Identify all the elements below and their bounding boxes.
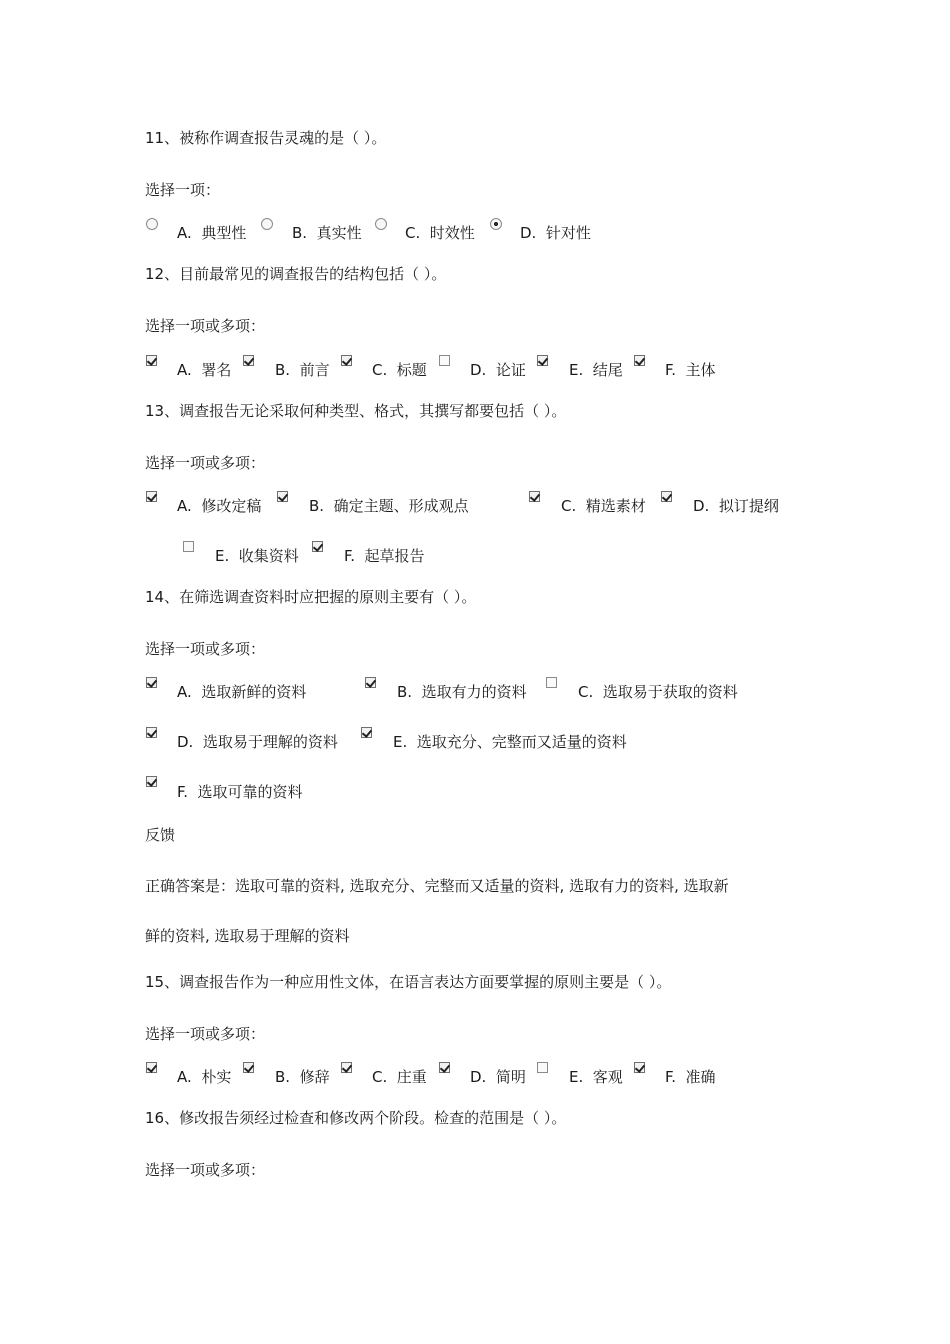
q13-option-f-checkbox[interactable] <box>312 541 323 552</box>
q13-option-c-checkbox[interactable] <box>529 491 540 502</box>
q13-option-b: B. 确定主题、形成观点 <box>309 497 469 515</box>
question-13-title: 13、调查报告无论采取何种类型、格式，其撰写都要包括（ ）。 <box>145 402 567 420</box>
q15-option-b: B. 修辞 <box>275 1068 330 1086</box>
q13-option-d: D. 拟订提纲 <box>693 497 779 515</box>
q14-option-d-checkbox[interactable] <box>146 727 157 738</box>
question-16-title: 16、修改报告须经过检查和修改两个阶段。检查的范围是（ ）。 <box>145 1109 567 1127</box>
q15-option-c-checkbox[interactable] <box>341 1062 352 1073</box>
q12-option-f-checkbox[interactable] <box>634 355 645 366</box>
q13-option-e-checkbox[interactable] <box>183 541 194 552</box>
q11-option-b-radio[interactable] <box>261 218 273 230</box>
q14-option-f: F. 选取可靠的资料 <box>177 783 303 801</box>
q15-option-c: C. 庄重 <box>372 1068 427 1086</box>
q11-option-a-radio[interactable] <box>146 218 158 230</box>
feedback-label: 反馈 <box>145 826 176 844</box>
q14-option-f-checkbox[interactable] <box>146 776 157 787</box>
q11-option-a: A. 典型性 <box>177 224 247 242</box>
q15-option-d: D. 简明 <box>470 1068 526 1086</box>
q13-option-d-checkbox[interactable] <box>661 491 672 502</box>
q14-option-e: E. 选取充分、完整而又适量的资料 <box>393 733 627 751</box>
q13-option-a-checkbox[interactable] <box>146 491 157 502</box>
q14-option-b: B. 选取有力的资料 <box>397 683 527 701</box>
q13-option-a: A. 修改定稿 <box>177 497 262 515</box>
q14-option-a: A. 选取新鲜的资料 <box>177 683 307 701</box>
q13-option-b-checkbox[interactable] <box>277 491 288 502</box>
q15-option-a-checkbox[interactable] <box>146 1062 157 1073</box>
q12-option-f: F. 主体 <box>665 361 716 379</box>
q11-option-c-radio[interactable] <box>375 218 387 230</box>
q14-option-a-checkbox[interactable] <box>146 677 157 688</box>
question-16-prompt: 选择一项或多项： <box>145 1161 266 1179</box>
correct-answer-line-1: 正确答案是：选取可靠的资料, 选取充分、完整而又适量的资料, 选取有力的资料, 选取新 <box>145 877 729 895</box>
question-15-prompt: 选择一项或多项： <box>145 1025 266 1043</box>
q11-option-d: D. 针对性 <box>520 224 591 242</box>
q14-option-d: D. 选取易于理解的资料 <box>177 733 338 751</box>
q13-option-f: F. 起草报告 <box>344 547 425 565</box>
q11-option-c: C. 时效性 <box>405 224 475 242</box>
q12-option-e: E. 结尾 <box>569 361 623 379</box>
q12-option-c: C. 标题 <box>372 361 427 379</box>
q12-option-a-checkbox[interactable] <box>146 355 157 366</box>
q14-option-c: C. 选取易于获取的资料 <box>578 683 738 701</box>
q12-option-c-checkbox[interactable] <box>341 355 352 366</box>
question-11-title: 11、被称作调查报告灵魂的是（ ）。 <box>145 129 387 147</box>
q14-option-c-checkbox[interactable] <box>546 677 557 688</box>
q15-option-e-checkbox[interactable] <box>537 1062 548 1073</box>
q11-option-d-radio[interactable] <box>490 218 502 230</box>
q13-option-e: E. 收集资料 <box>215 547 299 565</box>
q11-option-b: B. 真实性 <box>292 224 362 242</box>
q14-option-e-checkbox[interactable] <box>361 727 372 738</box>
q12-option-b-checkbox[interactable] <box>243 355 254 366</box>
question-13-prompt: 选择一项或多项： <box>145 454 266 472</box>
q12-option-b: B. 前言 <box>275 361 330 379</box>
question-11-prompt: 选择一项： <box>145 181 221 199</box>
question-12-title: 12、目前最常见的调查报告的结构包括（ ）。 <box>145 265 447 283</box>
q12-option-d: D. 论证 <box>470 361 526 379</box>
q15-option-a: A. 朴实 <box>177 1068 232 1086</box>
q14-option-b-checkbox[interactable] <box>365 677 376 688</box>
q15-option-f-checkbox[interactable] <box>634 1062 645 1073</box>
q15-option-b-checkbox[interactable] <box>243 1062 254 1073</box>
question-12-prompt: 选择一项或多项： <box>145 317 266 335</box>
correct-answer-line-2: 鲜的资料, 选取易于理解的资料 <box>145 927 350 945</box>
question-14-prompt: 选择一项或多项： <box>145 640 266 658</box>
q15-option-d-checkbox[interactable] <box>439 1062 450 1073</box>
q12-option-a: A. 署名 <box>177 361 232 379</box>
q15-option-f: F. 准确 <box>665 1068 716 1086</box>
question-15-title: 15、调查报告作为一种应用性文体，在语言表达方面要掌握的原则主要是（ ）。 <box>145 973 672 991</box>
q12-option-e-checkbox[interactable] <box>537 355 548 366</box>
q13-option-c: C. 精选素材 <box>561 497 646 515</box>
q12-option-d-checkbox[interactable] <box>439 355 450 366</box>
q15-option-e: E. 客观 <box>569 1068 623 1086</box>
question-14-title: 14、在筛选调查资料时应把握的原则主要有（ ）。 <box>145 588 477 606</box>
